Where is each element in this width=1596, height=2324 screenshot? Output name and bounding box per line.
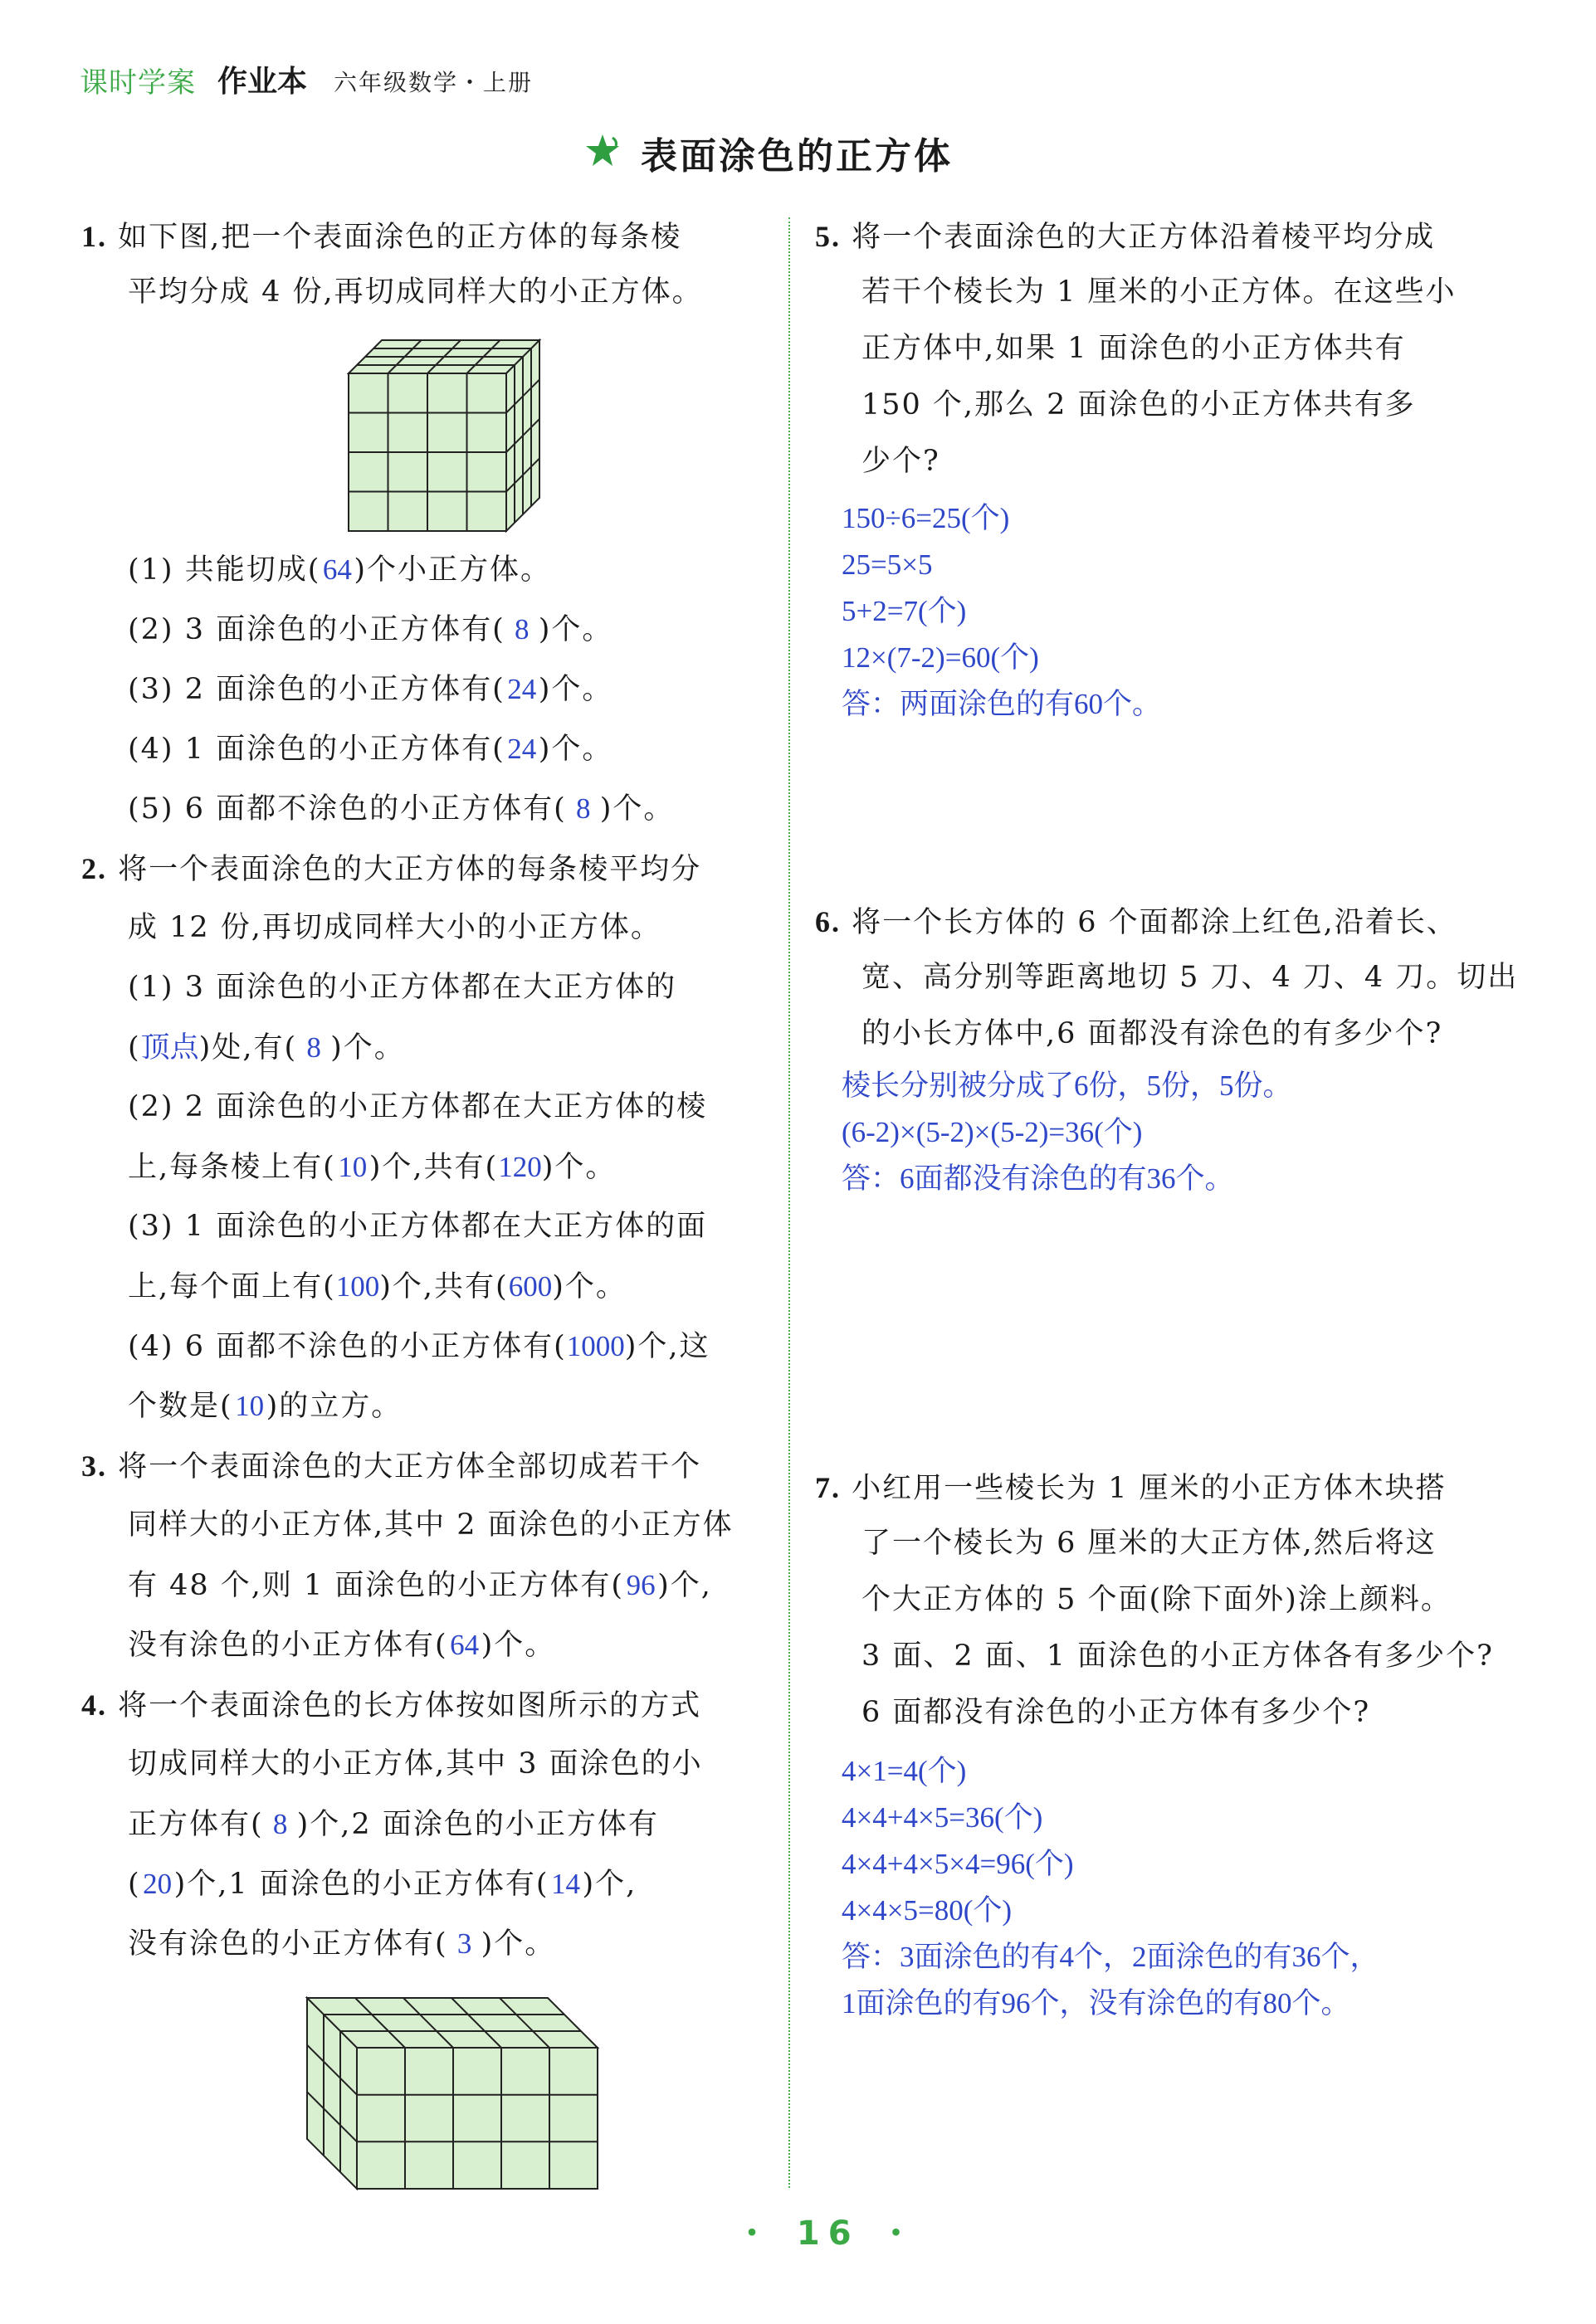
q7-work2: 4×4+4×5=36(个) bbox=[842, 1801, 1043, 1834]
q7-line1: 7. 小红用一些棱长为 1 厘米的小正方体木块搭 bbox=[815, 1471, 1447, 1505]
q2-number: 2. bbox=[81, 852, 107, 885]
q2-line2: 成 12 份,再切成同样大小的小正方体。 bbox=[128, 911, 661, 944]
column-divider bbox=[788, 217, 790, 2188]
q5-number: 5. bbox=[815, 220, 841, 253]
q7-line2: 了一个棱长为 6 厘米的大正方体,然后将这 bbox=[861, 1527, 1437, 1560]
q2-part4b: 个数是(10)的立方。 bbox=[128, 1390, 403, 1423]
q1-line2: 平均分成 4 份,再切成同样大的小正方体。 bbox=[128, 275, 703, 309]
page-title: 表面涂色的正方体 bbox=[641, 135, 953, 178]
star-icon bbox=[584, 133, 621, 169]
cube-figure-4x4 bbox=[340, 332, 548, 539]
q7-line5: 6 面都没有涂色的小正方体有多少个? bbox=[861, 1696, 1371, 1729]
q6-line1: 6. 将一个长方体的 6 个面都涂上红色,沿着长、 bbox=[815, 905, 1457, 939]
q3-line3: 有 48 个,则 1 面涂色的小正方体有(96)个, bbox=[128, 1569, 712, 1602]
q6-work2: (6-2)×(5-2)×(5-2)=36(个) bbox=[842, 1116, 1143, 1148]
q5-answer: 答：两面涂色的有60个。 bbox=[842, 688, 1162, 720]
q4-line5: 没有涂色的小正方体有( 3 )个。 bbox=[128, 1927, 556, 1961]
q6-line3: 的小长方体中,6 面都没有涂色的有多少个? bbox=[861, 1017, 1443, 1050]
cuboid-figure bbox=[299, 1990, 606, 2197]
q2-part4a: (4) 6 面都不涂色的小正方体有(1000)个,这 bbox=[128, 1330, 710, 1363]
q4-number: 4. bbox=[81, 1688, 107, 1722]
q5-line2: 若干个棱长为 1 厘米的小正方体。在这些小 bbox=[861, 275, 1457, 309]
grade-label: 六年级数学・上册 bbox=[334, 69, 534, 96]
q5-work2: 25=5×5 bbox=[842, 548, 933, 581]
q7-number: 7. bbox=[815, 1471, 841, 1504]
q5-line3: 正方体中,如果 1 面涂色的小正方体共有 bbox=[861, 332, 1406, 365]
q5-work1: 150÷6=25(个) bbox=[842, 502, 1010, 534]
q1-part2: (2) 3 面涂色的小正方体有( 8 )个。 bbox=[128, 613, 613, 646]
q4-line4: (20)个,1 面涂色的小正方体有(14)个, bbox=[128, 1868, 637, 1901]
q4-line3: 正方体有( 8 )个,2 面涂色的小正方体有 bbox=[128, 1808, 659, 1841]
q7-line3: 个大正方体的 5 个面(除下面外)涂上颜料。 bbox=[861, 1583, 1452, 1616]
q3-line4: 没有涂色的小正方体有(64)个。 bbox=[128, 1629, 556, 1662]
q6-line2: 宽、高分别等距离地切 5 刀、4 刀、4 刀。切出 bbox=[861, 961, 1519, 994]
q1-number: 1. bbox=[81, 220, 107, 253]
series-name: 课时学案 bbox=[80, 66, 196, 100]
page-number: ・ 16 ・ bbox=[735, 2214, 921, 2253]
q6-answer: 答：6面都没有涂色的有36个。 bbox=[842, 1162, 1234, 1195]
q1-part4: (4) 1 面涂色的小正方体有(24)个。 bbox=[128, 733, 613, 766]
q1-line1: 1. 如下图,把一个表面涂色的正方体的每条棱 bbox=[81, 220, 682, 254]
q7-work3: 4×4+4×5×4=96(个) bbox=[842, 1848, 1074, 1880]
q2-line1: 2. 将一个表面涂色的大正方体的每条棱平均分 bbox=[81, 852, 702, 886]
q5-line4: 150 个,那么 2 面涂色的小正方体共有多 bbox=[861, 388, 1416, 421]
q4-line1: 4. 将一个表面涂色的长方体按如图所示的方式 bbox=[81, 1688, 702, 1722]
q5-work3: 5+2=7(个) bbox=[842, 595, 967, 627]
q7-answer-line1: 答：3面涂色的有4个，2面涂色的有36个， bbox=[842, 1941, 1379, 1973]
q5-work4: 12×(7-2)=60(个) bbox=[842, 641, 1039, 674]
q3-line2: 同样大的小正方体,其中 2 面涂色的小正方体 bbox=[128, 1508, 734, 1542]
book-name: 作业本 bbox=[217, 65, 308, 99]
q2-part3a: (3) 1 面涂色的小正方体都在大正方体的面 bbox=[128, 1210, 708, 1243]
q2-part2a: (2) 2 面涂色的小正方体都在大正方体的棱 bbox=[128, 1090, 708, 1123]
q6-number: 6. bbox=[815, 905, 841, 938]
q2-part1b: (顶点)处,有( 8 )个。 bbox=[128, 1031, 405, 1065]
q7-work1: 4×1=4(个) bbox=[842, 1755, 967, 1787]
q1-part5: (5) 6 面都不涂色的小正方体有( 8 )个。 bbox=[128, 792, 675, 826]
q1-part1: (1) 共能切成(64)个小正方体。 bbox=[128, 553, 552, 587]
q5-line1: 5. 将一个表面涂色的大正方体沿着棱平均分成 bbox=[815, 220, 1436, 254]
q7-answer-line2: 1面涂色的有96个，没有涂色的有80个。 bbox=[842, 1987, 1350, 2019]
q6-work1: 棱长分别被分成了6份，5份，5份。 bbox=[842, 1069, 1292, 1102]
q7-work4: 4×4×5=80(个) bbox=[842, 1894, 1013, 1927]
q7-line4: 3 面、2 面、1 面涂色的小正方体各有多少个? bbox=[861, 1639, 1494, 1673]
q2-part1a: (1) 3 面涂色的小正方体都在大正方体的 bbox=[128, 971, 677, 1004]
q2-part3b: 上,每个面上有(100)个,共有(600)个。 bbox=[128, 1270, 627, 1303]
q3-number: 3. bbox=[81, 1449, 107, 1483]
q1-part3: (3) 2 面涂色的小正方体有(24)个。 bbox=[128, 673, 613, 706]
q2-part2b: 上,每条棱上有(10)个,共有(120)个。 bbox=[128, 1151, 617, 1184]
q4-line2: 切成同样大的小正方体,其中 3 面涂色的小 bbox=[128, 1747, 703, 1781]
q3-line1: 3. 将一个表面涂色的大正方体全部切成若干个 bbox=[81, 1449, 702, 1484]
q5-line5: 少个? bbox=[861, 445, 940, 478]
